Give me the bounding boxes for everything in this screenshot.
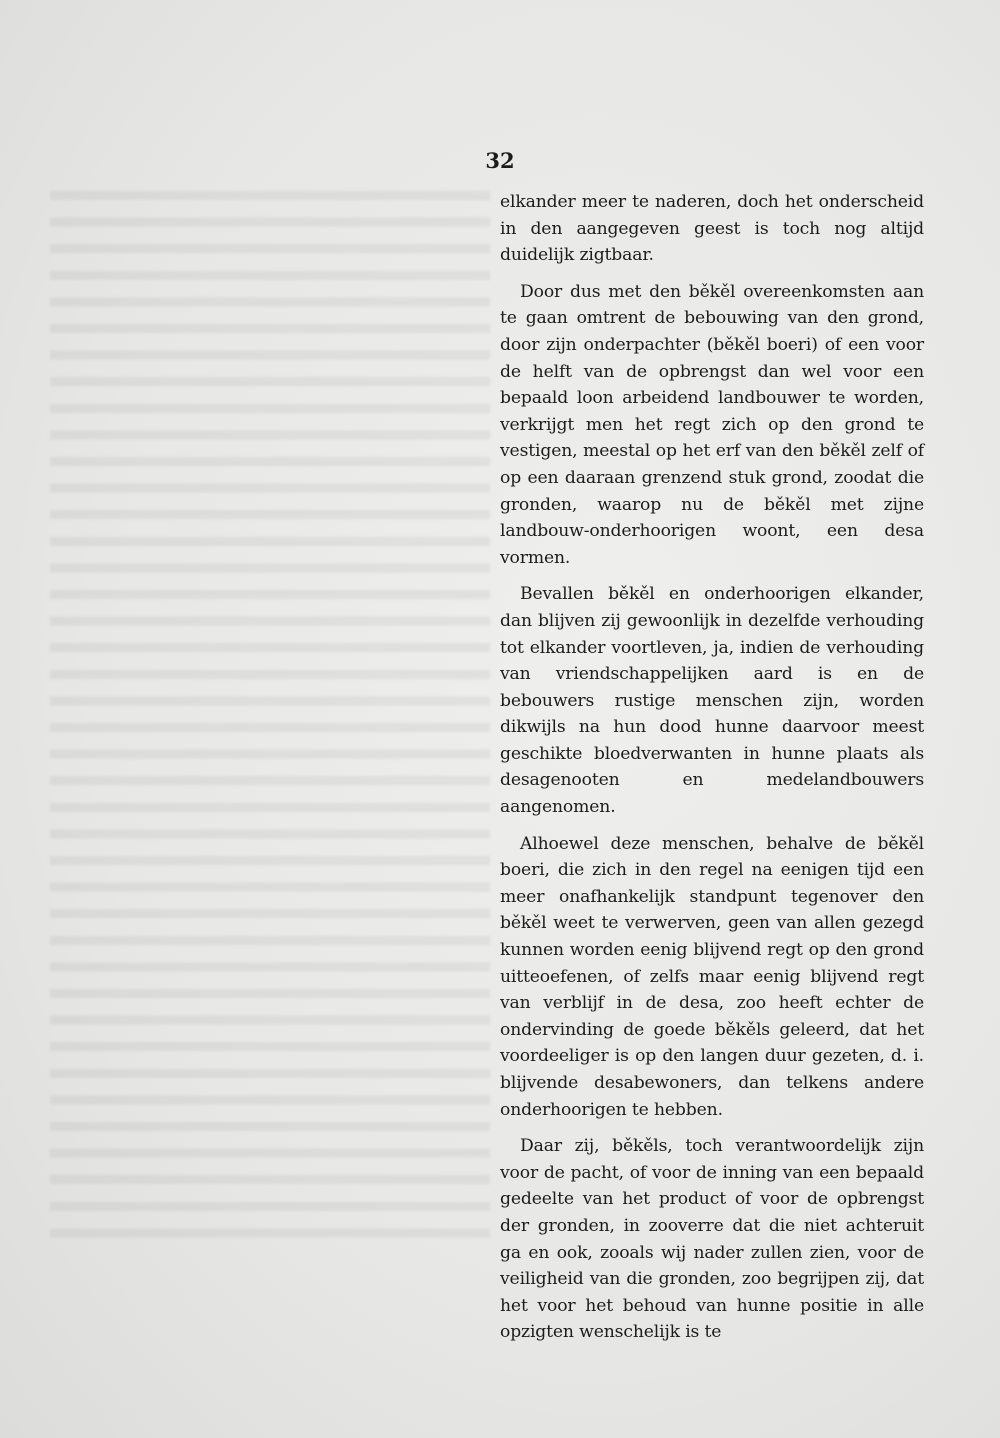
paragraph: Daar zij, běkěls, toch verantwoordelijk zijn voor de pacht, of voor de inning van een bepaald gedeelte van het product of voor de opbrengst der gronden, in zooverre dat die niet achteruit ga en ook, zooals wij nader zullen zien, voor de veiligheid van die gronden, zoo begrijpen zij, dat het voor het behoud van hunne positie in alle opzigten wenschelijk is te [500, 1136, 924, 1343]
bleed-through-text [50, 183, 490, 1243]
paragraph: Door dus met den běkěl overeenkomsten aan te gaan omtrent de bebouwing van den grond, door zijn onderpachter (běkěl boeri) of een voor de helft van de opbrengst dan wel voor een bepaald loon arbeidend landbouwer te worden, verkrijgt men het regt zich op den grond te vestigen, meestal op het erf van den běkěl zelf of op een daaraan grenzend stuk grond, zoodat die gronden, waarop nu de běkěl met zijne landbouw-onderhoorigen woont, een desa vormen. [500, 281, 924, 568]
page-number: 32 [485, 148, 515, 173]
body-text [500, 189, 924, 1356]
paragraph: Bevallen běkěl en onderhoorigen elkander, dan blijven zij gewoonlijk in dezelfde verhouding tot elkander voortleven, ja, indien de verhouding van vriendschappelijken aard is en de bebouwers rustige menschen zijn, worden dikwijls na hun dood hunne daarvoor meest geschikte bloedverwanten in hunne plaats als desagenooten en medelandbouwers aangenomen. [500, 584, 924, 818]
paragraph: Alhoewel deze menschen, behalve de běkěl boeri, die zich in den regel na eenigen tijd een meer onafhankelijk standpunt tegenover den běkěl weet te verwerven, geen van allen gezegd kunnen worden eenig blijvend regt op den grond uitteoefenen, of zelfs maar eenig blijvend regt van verblijf in de desa, zoo heeft echter de ondervinding de goede běkěls geleerd, dat het voordeeliger is op den langen duur gezeten, d. i. blijvende desabewoners, dan telkens andere onderhoorigen te hebben. [500, 833, 924, 1120]
paragraph: elkander meer te naderen, doch het onderscheid in den aangegeven geest is toch nog altijd duidelijk zigtbaar. [500, 192, 924, 266]
